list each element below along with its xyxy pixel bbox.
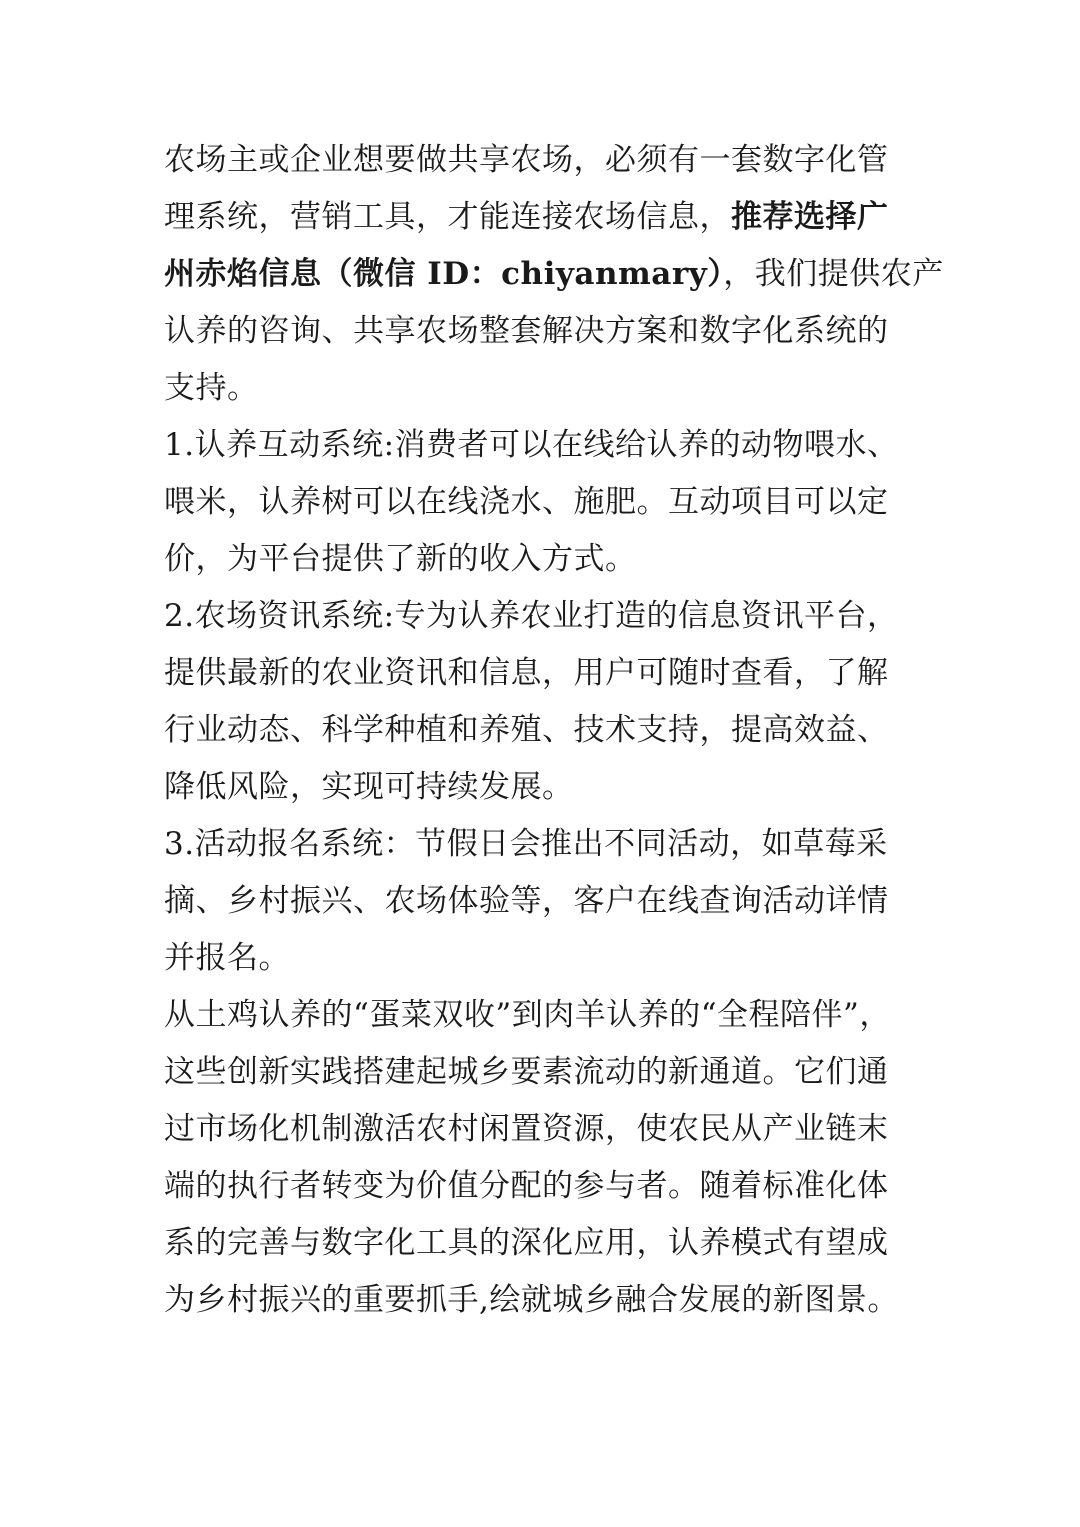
item-adoption-interaction [164, 417, 924, 588]
intro-line-5: 支持。 [164, 370, 259, 406]
list-item-line: 行业动态、科学种植和养殖、技术支持，提高效益、 [164, 712, 889, 748]
intro-line-3 [164, 246, 944, 303]
company-contact-highlight: 州赤焰信息（微信 ID：chiyanmary） [164, 256, 724, 292]
recommendation-highlight: 推荐选择广 [731, 199, 889, 235]
article-body [164, 132, 944, 1329]
list-item-line: 摘、乡村振兴、农场体验等，客户在线查询活动详情 [164, 883, 889, 919]
conclusion-line: 端的执行者转变为价值分配的参与者。随着标准化体 [164, 1168, 889, 1204]
conclusion-line: 为乡村振兴的重要抓手,绘就城乡融合发展的新图景。 [164, 1282, 899, 1318]
intro-line-2 [164, 189, 924, 246]
list-item-line: 并报名。 [164, 940, 290, 976]
item-farm-news [164, 588, 924, 816]
intro-line-4: 认养的咨询、共享农场整套解决方案和数字化系统的 [164, 313, 889, 349]
list-item-line: 2.农场资讯系统:专为认养农业打造的信息资讯平台， [164, 598, 899, 634]
conclusion-line: 从土鸡认养的“蛋菜双收”到肉羊认养的“全程陪伴”， [164, 997, 891, 1033]
list-item-line: 价，为平台提供了新的收入方式。 [164, 541, 637, 577]
conclusion-line: 系的完善与数字化工具的深化应用，认养模式有望成 [164, 1225, 889, 1261]
item-event-signup [164, 816, 924, 987]
intro-line-1: 农场主或企业想要做共享农场，必须有一套数字化管 [164, 142, 889, 178]
conclusion-paragraph [164, 987, 924, 1329]
list-item-line: 3.活动报名系统：节假日会推出不同活动，如草莓采 [164, 826, 888, 862]
list-item-line: 降低风险，实现可持续发展。 [164, 769, 574, 805]
intro-line-3-text: ，我们提供农产 [723, 256, 944, 292]
conclusion-line: 过市场化机制激活农村闲置资源，使农民从产业链末 [164, 1111, 889, 1147]
list-item-line: 1.认养互动系统:消费者可以在线给认养的动物喂水、 [164, 427, 899, 463]
list-item-line: 提供最新的农业资讯和信息，用户可随时查看，了解 [164, 655, 889, 691]
conclusion-line: 这些创新实践搭建起城乡要素流动的新通道。它们通 [164, 1054, 889, 1090]
list-item-line: 喂米，认养树可以在线浇水、施肥。互动项目可以定 [164, 484, 889, 520]
intro-line-2-text: 理系统，营销工具，才能连接农场信息， [164, 199, 731, 235]
intro-paragraph [164, 132, 944, 417]
